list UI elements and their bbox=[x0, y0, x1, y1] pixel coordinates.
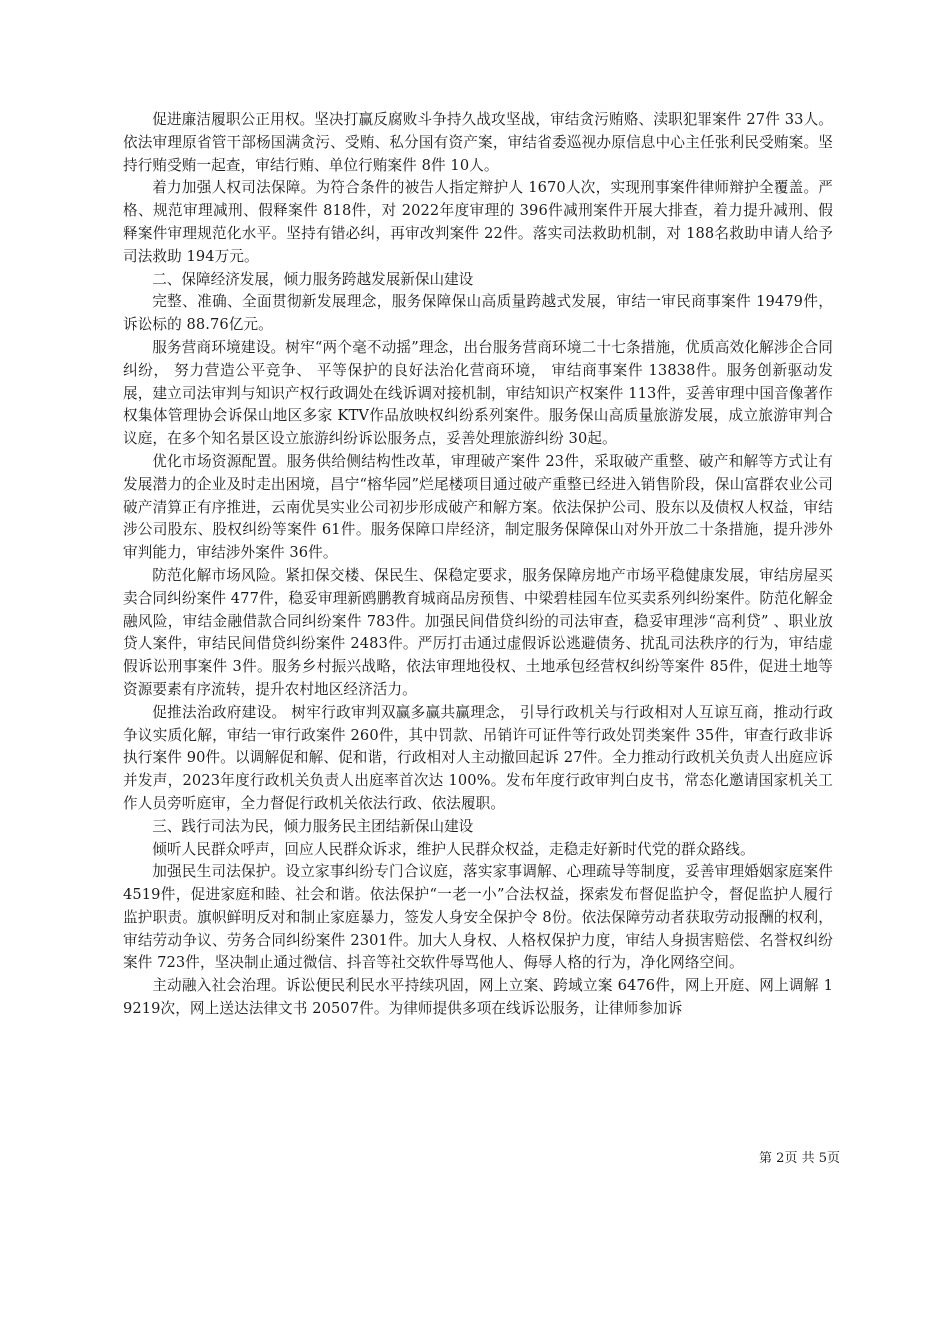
paragraph-integrity: 促进廉洁履职公正用权。坚决打赢反腐败斗争持久战攻坚战，审结贪污贿赂、渎职犯罪案件 27件 33人。依法审理原省管干部杨国满贪污、受贿、私分国有资产案，审结省委巡视办原信息中心主任张利民受贿案。坚持行贿受贿一起查，审结行贿、单位行贿案件 8件 10人。 bbox=[123, 111, 833, 174]
paragraph-livelihood-protection: 加强民生司法保护。设立家事纠纷专门合议庭，落实家事调解、心理疏导等制度，妥善审理婚姻家庭案件 4519件，促进家庭和睦、社会和谐。依法保护“一老一小”合法权益，探索发布督促监护令，督促监护人履行监护职责。旗帜鲜明反对和制止家庭暴力，签发人身安全保护令 8份。依法保障劳动者获取劳动报酬的权利，审结劳动争议、劳务合同纠纷案件 2301件。加大人身权、人格权保护力度，审结人身损害赔偿、名誉权纠纷案件 723件，坚决制止通过微信、抖音等社交软件辱骂他人、侮辱人格的行为，净化网络空间。 bbox=[123, 863, 833, 972]
page-number: 第 2页 共 5页 bbox=[759, 1151, 840, 1166]
paragraph-social-governance: 主动融入社会治理。诉讼便民利民水平持续巩固，网上立案、跨域立案 6476件，网上开庭、网上调解 19219次，网上送达法律文书 20507件。为律师提供多项在线诉讼服务，让律师参加诉 bbox=[123, 977, 833, 1018]
paragraph-market-risk: 防范化解市场风险。紧扣保交楼、保民生、保稳定要求，服务保障房地产市场平稳健康发展，审结房屋买卖合同纠纷案件 477件，稳妥审理新鸥鹏教育城商品房预售、中梁碧桂园车位买卖系列纠纷案件。防范化解金融风险，审结金融借款合同纠纷案件 783件。加强民间借贷纠纷的司法审查，稳妥审理涉“高利贷” 、职业放贷人案件，审结民间借贷纠纷案件 2483件。严厉打击通过虚假诉讼逃避债务、扰乱司法秩序的行为，审结虚假诉讼刑事案件 3件。服务乡村振兴战略，依法审理地役权、土地承包经营权纠纷等案件 85件，促进土地等资源要素有序流转，提升农村地区经济活力。 bbox=[123, 566, 833, 698]
paragraph-new-development: 完整、准确、全面贯彻新发展理念，服务保障保山高质量跨越式发展，审结一审民商事案件 19479件，诉讼标的 88.76亿元。 bbox=[123, 293, 833, 334]
paragraph-rule-of-law-government: 促推法治政府建设。 树牢行政审判双赢多赢共赢理念， 引导行政机关与行政相对人互谅互商，推动行政争议实质化解，审结一审行政案件 260件，其中罚款、吊销许可证件等行政处罚类案件 35件，审查行政非诉执行案件 90件。以调解促和解、促和谐，行政相对人主动撤回起诉 27件。全力推动行政机关负责人出庭应诉并发声，2023年度行政机关负责人出庭率首次达 100%。发布年度行政审判白皮书，常态化邀请国家机关工作人员旁听庭审，全力督促行政机关依法行政、依法履职。 bbox=[123, 703, 833, 812]
section-heading-economy: 二、保障经济发展，倾力服务跨越发展新保山建设 bbox=[152, 270, 474, 288]
paragraph-market-resources: 优化市场资源配置。服务供给侧结构性改革，审理破产案件 23件，采取破产重整、破产和解等方式让有发展潜力的企业及时走出困境，昌宁“榕华园”烂尾楼项目通过破产重整已经进入销售阶段，保山富群农业公司破产清算正有序推进，云南优昊实业公司初步形成破产和解方案。依法保护公司、股东以及债权人权益，审结涉公司股东、股权纠纷等案件 61件。服务保障口岸经济，制定服务保障保山对外开放二十条措施，提升涉外审判能力，审结涉外案件 36件。 bbox=[123, 452, 833, 562]
document-body bbox=[123, 109, 833, 1021]
paragraph-listen-to-people: 倾听人民群众呼声，回应人民群众诉求，维护人民群众权益，走稳走好新时代党的群众路线。 bbox=[152, 840, 755, 858]
paragraph-human-rights: 着力加强人权司法保障。为符合条件的被告人指定辩护人 1670人次，实现刑事案件律师辩护全覆盖。严格、规范审理减刑、假释案件 818件，对 2022年度审理的 396件减刑案件开展大排查，着力提升减刑、假释案件审理规范化水平。坚持有错必纠，再审改判案件 22件。落实司法救助机制，对 188名救助申请人给予司法救助 194万元。 bbox=[123, 179, 833, 265]
section-heading-justice-for-people: 三、践行司法为民，倾力服务民主团结新保山建设 bbox=[152, 817, 474, 835]
paragraph-business-environment: 服务营商环境建设。树牢“两个毫不动摇”理念，出台服务营商环境二十七条措施，优质高效化解涉企合同纠纷， 努力营造公平竞争、 平等保护的良好法治化营商环境， 审结商事案件 13838件。服务创新驱动发展，建立司法审判与知识产权行政调处在线诉调对接机制，审结知识产权案件 113件，妥善审理中国音像著作权集体管理协会诉保山地区多家 KTV作品放映权纠纷系列案件。服务保山高质量旅游发展，成立旅游审判合议庭，在多个知名景区设立旅游纠纷诉讼服务点，妥善处理旅游纠纷 30起。 bbox=[123, 338, 833, 448]
